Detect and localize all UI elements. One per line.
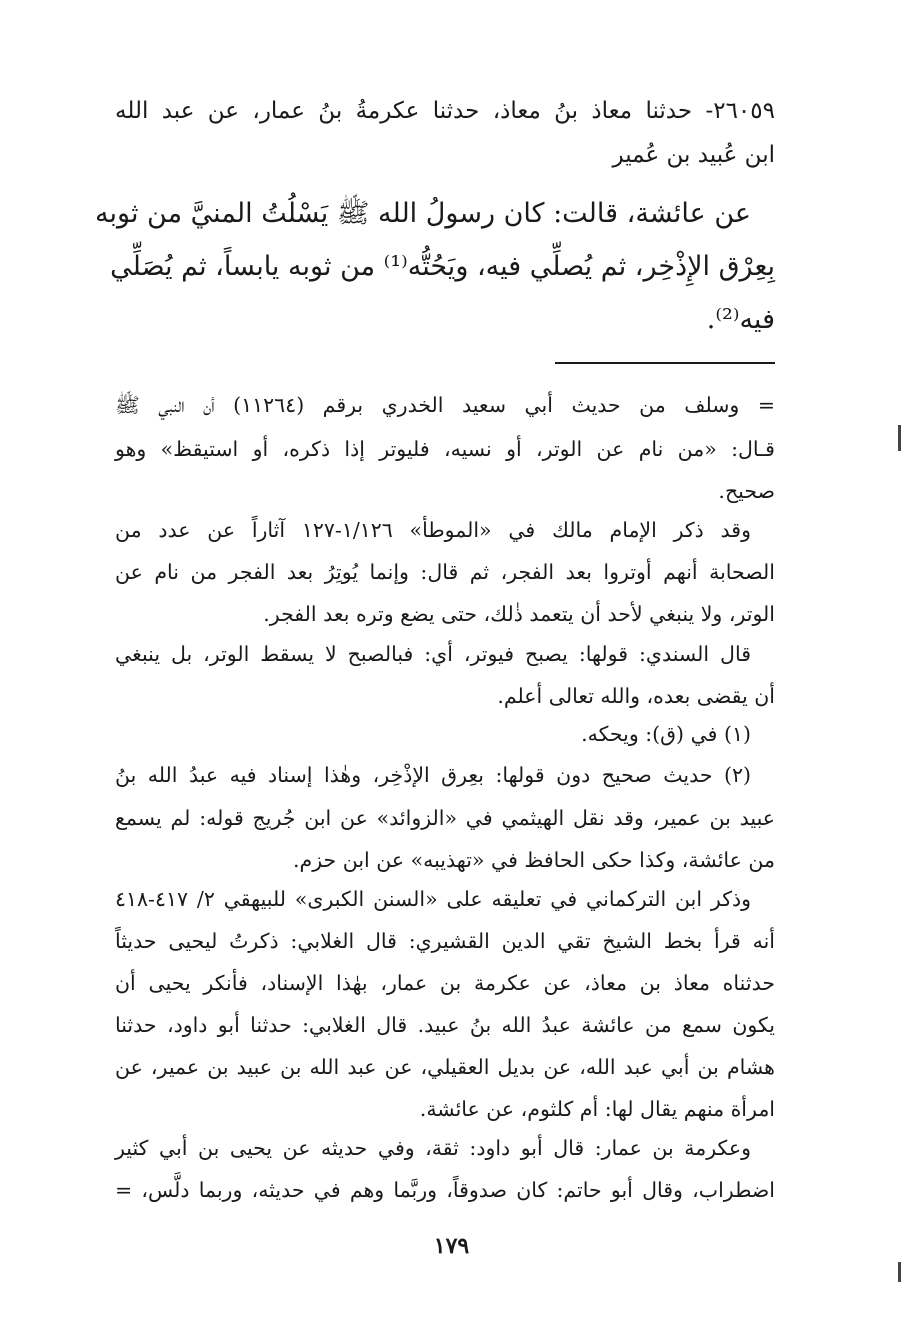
footnote-line-3: صحيح. [718, 479, 775, 503]
hadith-matn-line-2: بِعِرْق الإِذْخِر، ثم يُصلِّي فيه، ويَحُتُّه⁽¹⁾ من ثوبه يابساً، ثم يُصَلِّي [110, 251, 775, 282]
footnote-2-line-3: من عائشة، وكذا حكى الحافظ في «تهذيبه» عن ابن حزم. [293, 848, 775, 872]
hadith-matn-line-3: فيه⁽²⁾. [706, 304, 775, 335]
footnote-line-7: قال السندي: قولها: يصبح فيوتر، أي: فبالصبح لا يسقط الوتر، بل ينبغي [115, 642, 751, 666]
hadith-matn-line-1: عن عائشة، قالت: كان رسولُ الله ﷺ يَسْلُتُ المنيَّ من ثوبه [95, 198, 751, 229]
footnote-2-line-10: وعكرمة بن عمار: قال أبو داود: ثقة، وفي حديثه عن يحيى بن أبي كثير [115, 1136, 751, 1160]
footnote-line-6: الوتر، ولا ينبغي لأحد أن يتعمد ذٰلك، حتى يضع وتره بعد الفجر. [263, 602, 775, 626]
footnote-2-line-9: امرأة منهم يقال لها: أم كلثوم، عن عائشة. [419, 1097, 775, 1121]
hadith-isnad-line-2: ابن عُبيد بن عُمير [612, 142, 775, 168]
footnote-2-line-6: حدثناه معاذ بن معاذ، عن عكرمة بن عمار، بهٰذا الإسناد، فأنكر يحيى أن [115, 971, 775, 995]
scan-edge-mark [898, 425, 901, 451]
footnote-2-line-5: أنه قرأ بخط الشيخ تقي الدين القشيري: قال الغلابي: ذكرتُ ليحيى حديثاً [115, 929, 775, 953]
footnote-2-line-1: (٢) حديث صحيح دون قولها: بعِرق الإذْخِر، وهٰذا إسناد فيه عبدُ الله بنُ [115, 763, 751, 787]
footnote-line-8: أن يقضى بعده، والله تعالى أعلم. [497, 684, 775, 708]
footnote-2-line-11: اضطراب، وقال أبو حاتم: كان صدوقاً، وربَّما وهم في حديثه، وربما دلَّس، = [115, 1178, 775, 1202]
footnote-2-line-7: يكون سمع من عائشة عبدُ الله بنُ عبيد. قال الغلابي: حدثنا أبو داود، حدثنا [115, 1013, 775, 1037]
footnote-line-5: الصحابة أنهم أوتروا بعد الفجر، ثم قال: وإنما يُوتِرُ بعد الفجر من نام عن [115, 560, 775, 584]
footnote-2-line-4: وذكر ابن التركماني في تعليقه على «السنن الكبرى» للبيهقي ٢/ ٤١٧-٤١٨ [115, 887, 751, 911]
page-number: ١٧٩ [433, 1233, 470, 1259]
footnote-line-1: = وسلف من حديث أبي سعيد الخدري برقم (١١٢٦٤) أن النبي ﷺ [115, 393, 775, 417]
scan-edge-mark [898, 1262, 901, 1282]
footnote-2-line-8: هشام بن أبي عبد الله، عن بديل العقيلي، عن عبد الله بن عبيد بن عمير، عن [115, 1055, 775, 1079]
hadith-isnad-line-1: ٢٦٠٥٩- حدثنا معاذ بنُ معاذ، حدثنا عكرمةُ بنُ عمار، عن عبد الله [115, 98, 775, 124]
footnote-1: (١) في (ق): ويحكه. [581, 722, 751, 746]
footnote-2-line-2: عبيد بن عمير، وقد نقل الهيثمي في «الزوائد» عن ابن جُريج قوله: لم يسمع [115, 806, 775, 830]
footnote-line-4: وقد ذكر الإمام مالك في «الموطأ» ١/١٢٦-١٢٧ آثاراً عن عدد من [115, 518, 751, 542]
footnote-line-2: قـال: «من نام عن الوتر، أو نسيه، فليوتر إذا ذكره، أو استيقظ» وهو [115, 437, 775, 461]
footnote-separator [555, 362, 775, 364]
